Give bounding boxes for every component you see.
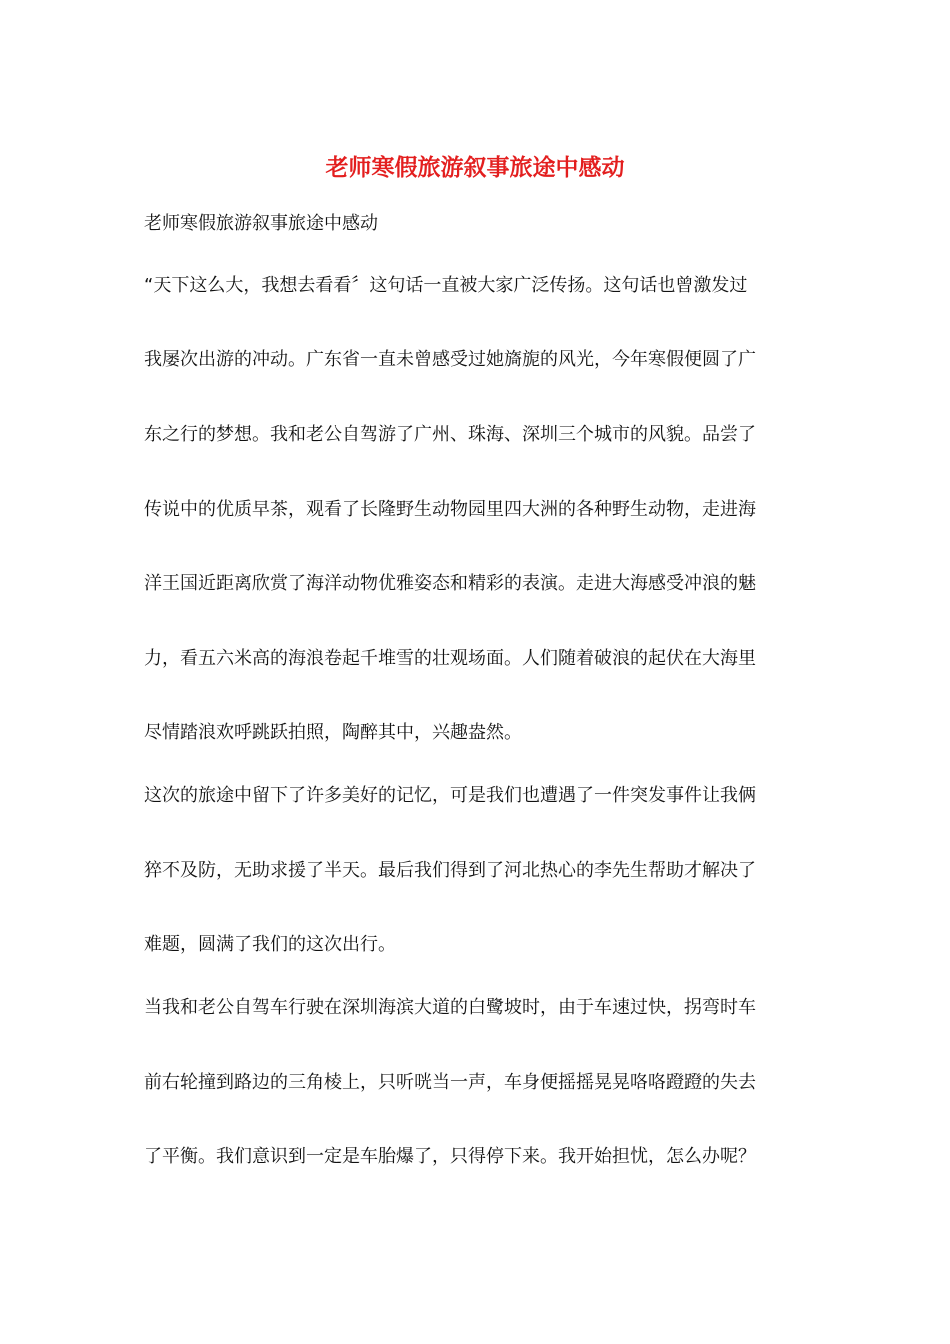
paragraph-line: 尽情踏浪欢呼跳跃拍照，陶醉其中，兴趣盎然。 xyxy=(144,722,522,743)
paragraph-line: “天下这么大，我想去看看〞这句话一直被大家广泛传扬。这句话也曾激发过 xyxy=(144,275,748,296)
document-subtitle: 老师寒假旅游叙事旅途中感动 xyxy=(144,213,378,234)
paragraph-line: 前右轮撞到路边的三角棱上，只听咣当一声，车身便摇摇晃晃咯咯蹬蹬的失去 xyxy=(144,1072,756,1093)
paragraph-line: 传说中的优质早茶，观看了长隆野生动物园里四大洲的各种野生动物，走进海 xyxy=(144,499,756,520)
paragraph-line: 当我和老公自驾车行驶在深圳海滨大道的白鹭坡时，由于车速过快，拐弯时车 xyxy=(144,997,756,1018)
paragraph-line: 洋王国近距离欣赏了海洋动物优雅姿态和精彩的表演。走进大海感受冲浪的魅 xyxy=(144,573,756,594)
paragraph-line: 了平衡。我们意识到一定是车胎爆了，只得停下来。我开始担忧，怎么办呢？ xyxy=(144,1146,756,1167)
paragraph-line: 猝不及防，无助求援了半天。最后我们得到了河北热心的李先生帮助才解决了 xyxy=(144,860,756,881)
paragraph-line: 这次的旅途中留下了许多美好的记忆，可是我们也遭遇了一件突发事件让我俩 xyxy=(144,785,756,806)
paragraph-line: 我屡次出游的冲动。广东省一直未曾感受过她旖旎的风光，今年寒假便圆了广 xyxy=(144,349,756,370)
document-title: 老师寒假旅游叙事旅途中感动 xyxy=(325,154,625,181)
paragraph-line: 东之行的梦想。我和老公自驾游了广州、珠海、深圳三个城市的风貌。品尝了 xyxy=(144,424,756,445)
paragraph-line: 难题，圆满了我们的这次出行。 xyxy=(144,934,396,955)
paragraph-line: 力，看五六米高的海浪卷起千堆雪的壮观场面。人们随着破浪的起伏在大海里 xyxy=(144,648,756,669)
